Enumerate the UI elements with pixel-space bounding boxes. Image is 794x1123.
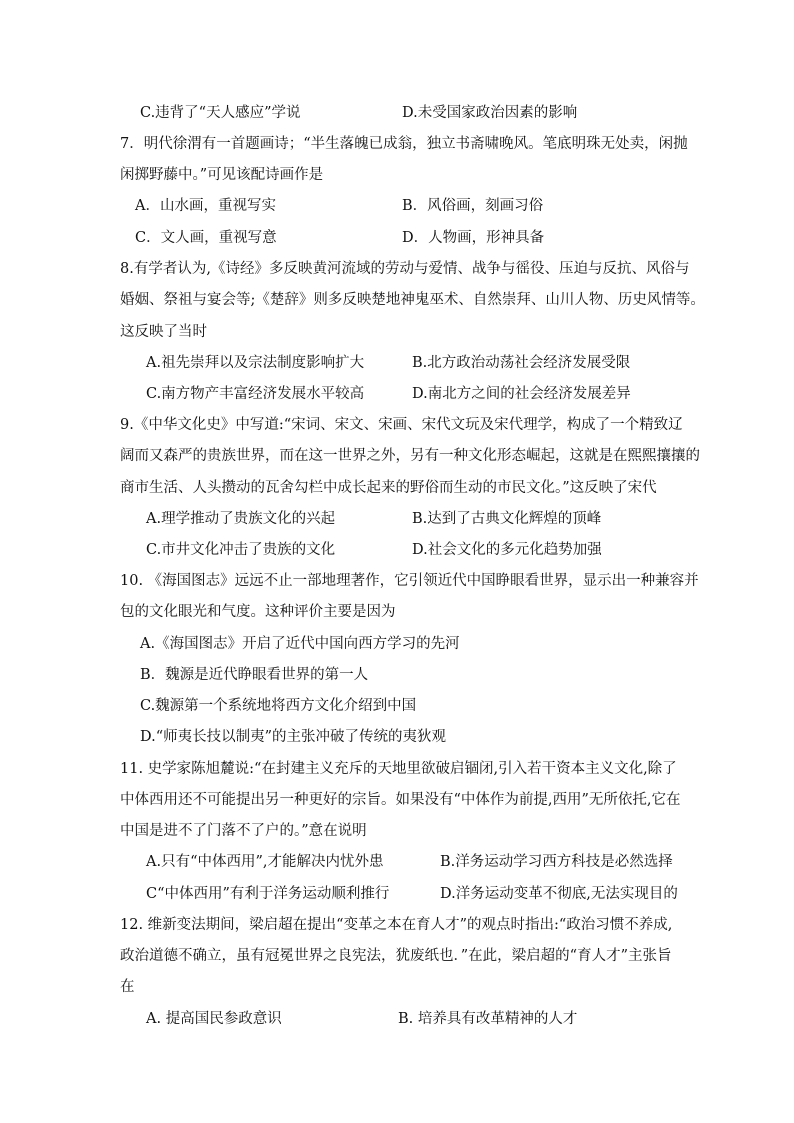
q10-option-b[interactable]: B．魏源是近代睁眼看世界的第一人	[140, 667, 369, 683]
q10-option-a[interactable]: A.《海国图志》开启了近代中国向西方学习的先河	[140, 636, 460, 652]
q7-option-d[interactable]: D．人物画，形神具备	[402, 230, 545, 246]
q11-stem-line-1: 11. 史学家陈旭麓说:“在封建主义充斥的天地里欲破启锢闭,引入若干资本主义文化,除了	[120, 761, 677, 777]
q6-option-d[interactable]: D.未受国家政治因素的影响	[402, 105, 578, 121]
q9-option-a[interactable]: A.理学推动了贵族文化的兴起	[146, 511, 336, 527]
q9-stem-line-2: 阔而又森严的贵族世界，而在这一世界之外，另有一种文化形态崛起，这就是在熙熙攘攘的	[120, 448, 700, 464]
q9-option-d[interactable]: D.社会文化的多元化趋势加强	[412, 542, 602, 558]
q8-option-c[interactable]: C.南方物产丰富经济发展水平较高	[146, 386, 365, 402]
q12-option-b[interactable]: B. 培养具有改革精神的人才	[398, 1011, 578, 1027]
q8-stem-line-1: 8.有学者认为,《诗经》多反映黄河流域的劳动与爱情、战争与徭役、压迫与反抗、风俗与	[120, 261, 690, 277]
q11-option-c[interactable]: C“中体西用”有利于洋务运动顺利推行	[146, 886, 390, 902]
q12-stem-line-1: 12. 维新变法期间，梁启超在提出“变革之本在育人才”的观点时指出:“政治习惯不养成,	[120, 917, 673, 933]
q7-stem-line-1: 7．明代徐渭有一首题画诗；“半生落魄已成翁，独立书斋啸晚风。笔底明珠无处卖，闲抛	[120, 136, 688, 152]
q9-option-b[interactable]: B.达到了古典文化辉煌的顶峰	[412, 511, 602, 527]
q9-stem-line-3: 商市生活、人头攒动的瓦舍勾栏中成长起来的野俗而生动的市民文化。”这反映了宋代	[120, 480, 657, 496]
q9-stem-line-1: 9.《中华文化史》中写道:“宋词、宋文、宋画、宋代文玩及宋代理学，构成了一个精致辽	[120, 417, 683, 433]
q12-option-a[interactable]: A. 提高国民参政意识	[146, 1011, 282, 1027]
q11-stem-line-3: 中国是进不了门落不了户的。”意在说明	[120, 823, 367, 839]
q11-stem-line-2: 中体西用还不可能提出另一种更好的宗旨。如果没有“中体作为前提,西用”无所依托,它在	[120, 792, 681, 808]
q11-option-b[interactable]: B.洋务运动学习西方科技是必然选择	[440, 854, 673, 870]
q7-option-b[interactable]: B．风俗画，刻画习俗	[402, 198, 544, 214]
q9-option-c[interactable]: C.市井文化冲击了贵族的文化	[146, 542, 336, 558]
q10-option-c[interactable]: C.魏源第一个系统地将西方文化介绍到中国	[140, 698, 417, 714]
q7-option-a[interactable]: A．山水画，重视写实	[135, 198, 276, 214]
q8-option-a[interactable]: A.祖先崇拜以及宗法制度影响扩大	[146, 355, 365, 371]
q7-option-c[interactable]: C．文人画，重视写意	[135, 230, 277, 246]
q7-stem-line-2: 闲掷野藤中。”可见该配诗画作是	[120, 167, 324, 183]
q8-stem-line-3: 这反映了当时	[120, 324, 207, 340]
q10-option-d[interactable]: D.“师夷长技以制夷”的主张冲破了传统的夷狄观	[140, 729, 447, 745]
q12-stem-line-2: 政治道德不确立，虽有冠冕世界之良宪法，犹废纸也．”在此，梁启超的“育人才”主张旨	[120, 948, 672, 964]
q10-stem-line-2: 包的文化眼光和气度。这种评价主要是因为	[120, 604, 396, 620]
q10-stem-line-1: 10. 《海国图志》远远不止一部地理著作，它引领近代中国睁眼看世界，显示出一种兼容并	[120, 573, 699, 589]
q8-stem-line-2: 婚姻、祭祖与宴会等;《楚辞》则多反映楚地神鬼巫术、自然崇拜、山川人物、历史风情等。	[120, 292, 705, 308]
q12-stem-line-3: 在	[120, 979, 135, 995]
q6-option-c[interactable]: C.违背了“天人感应”学说	[140, 105, 301, 121]
q11-option-a[interactable]: A.只有“中体西用”,才能解决内忧外患	[146, 854, 384, 870]
q11-option-d[interactable]: D.洋务运动变革不彻底,无法实现目的	[440, 886, 678, 902]
q8-option-d[interactable]: D.南北方之间的社会经济发展差异	[412, 386, 631, 402]
q8-option-b[interactable]: B.北方政治动荡社会经济发展受限	[412, 355, 631, 371]
